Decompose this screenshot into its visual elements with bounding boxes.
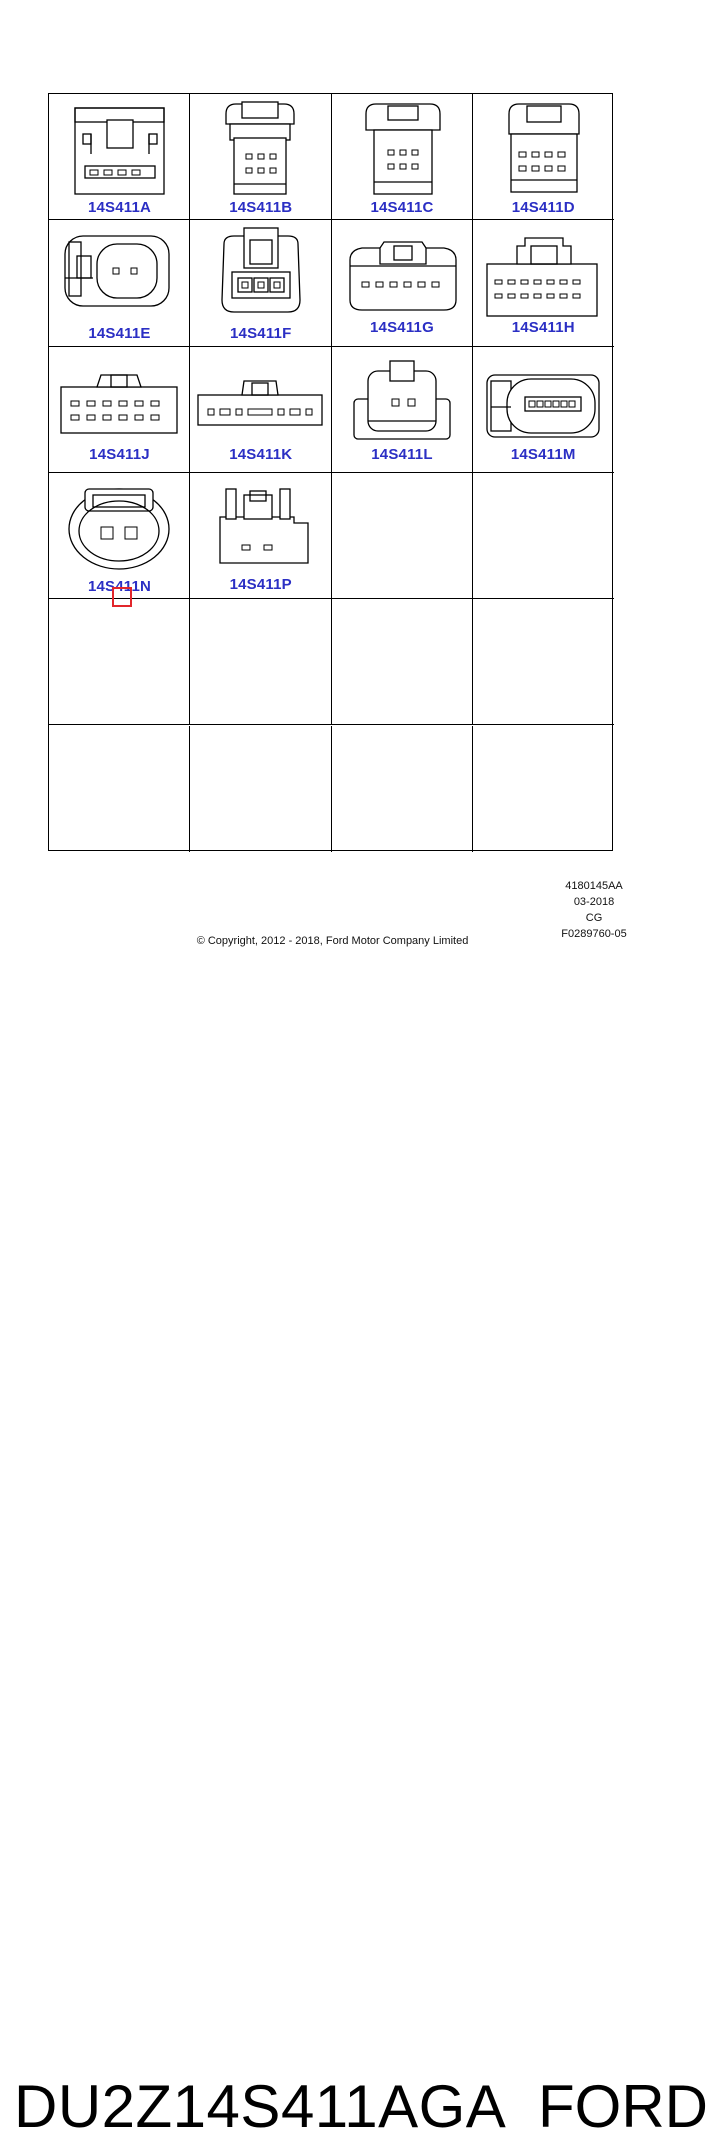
connector-cell-c[interactable]: [332, 94, 473, 220]
connector-label: 14S411C: [370, 199, 434, 216]
empty-cell: [49, 726, 190, 852]
empty-cell: [190, 599, 331, 725]
drawing-meta: [540, 878, 648, 942]
connector-cell-h[interactable]: [473, 220, 614, 346]
connector-cell-d[interactable]: [473, 94, 614, 220]
empty-cell: [332, 726, 473, 852]
connector-cell-n[interactable]: [49, 473, 190, 599]
connector-label: 14S411L: [371, 445, 433, 463]
drawing-initials: CG: [585, 912, 603, 924]
empty-cell: [332, 473, 473, 599]
connector-label: 14S411B: [229, 199, 293, 216]
empty-cell: [332, 599, 473, 725]
connector-cell-f[interactable]: [190, 220, 331, 346]
connector-cell-a[interactable]: [49, 94, 190, 220]
connector-label: 14S411J: [89, 445, 150, 463]
part-number: DU2Z14S411AGA: [14, 2073, 507, 2140]
connector-label: 14S411N: [87, 577, 152, 595]
drawing-date: 03-2018: [573, 896, 615, 908]
connector-label: 14S411G: [370, 319, 434, 337]
connector-cell-m[interactable]: [473, 347, 614, 473]
connector-label: 14S411A: [87, 199, 152, 216]
connector-cell-k[interactable]: [190, 347, 331, 473]
copyright-notice: © Copyright, 2012 - 2018, Ford Motor Company Limited: [196, 935, 469, 947]
empty-cell: [49, 599, 190, 725]
parts-diagram-sheet: [0, 0, 708, 1000]
connector-grid: [48, 93, 613, 851]
connector-label: 14S411D: [511, 199, 575, 216]
empty-cell: [473, 473, 614, 599]
empty-cell: [190, 726, 331, 852]
connector-label: 14S411E: [88, 325, 151, 343]
connector-label: 14S411H: [511, 319, 575, 337]
figure-number: F0289760-05: [561, 928, 627, 940]
connector-cell-b[interactable]: [190, 94, 331, 220]
connector-cell-e[interactable]: [49, 220, 190, 346]
connector-cell-g[interactable]: [332, 220, 473, 346]
brand-name: FORD: [538, 2073, 708, 2140]
connector-cell-p[interactable]: [190, 473, 331, 599]
connector-label: 14S411F: [230, 325, 292, 343]
product-footer: [0, 1000, 708, 2140]
connector-label: 14S411K: [229, 445, 293, 463]
connector-cell-j[interactable]: [49, 347, 190, 473]
connector-cell-l[interactable]: [332, 347, 473, 473]
connector-label: 14S411M: [510, 445, 576, 463]
drawing-number: 4180145AA: [565, 880, 623, 892]
connector-label: 14S411P: [229, 575, 292, 593]
empty-cell: [473, 726, 614, 852]
highlight-marker: [112, 587, 132, 607]
empty-cell: [473, 599, 614, 725]
